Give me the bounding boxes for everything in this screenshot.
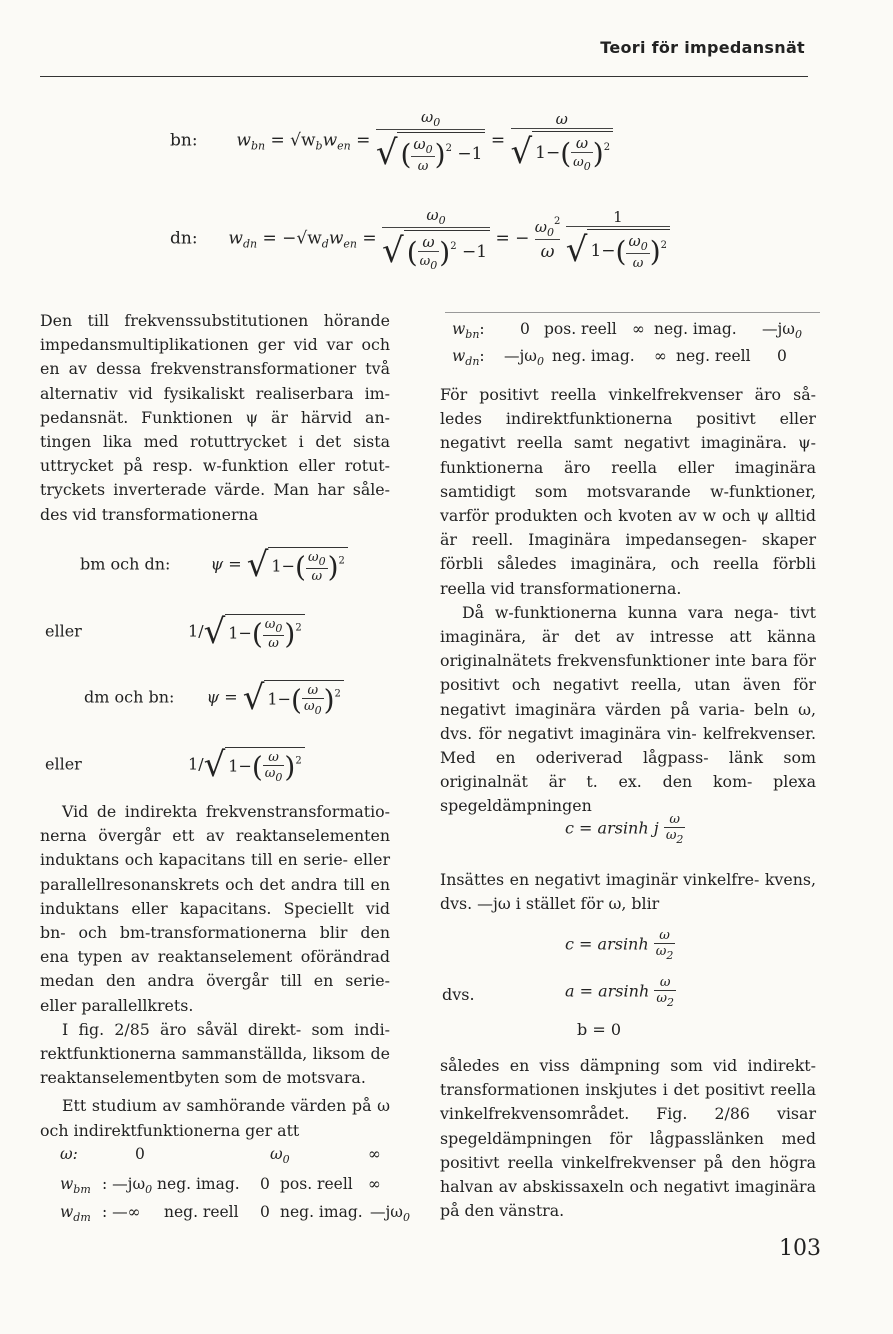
tl-r2-c1: : $—j\omega_0$ neg. imag. bbox=[102, 1175, 240, 1196]
tl-r3-c3: 0 bbox=[260, 1203, 270, 1221]
tl-r1-c3: ∞ bbox=[368, 1145, 381, 1163]
left-para-2: Vid de indirekta frekvenstransformatio- nerna övergår ett av reaktanselementen induktans och kapacitans till en serie- eller parallellresonanskrets och det andra till en induktans eller kapacitans. Speciellt vid bn- och bm-transformationerna blir den ena typen av reaktanselement oförändrad medan den andra övergår till en serie- eller parallellkrets. bbox=[40, 802, 390, 1015]
tr-r1-c2: pos. reell bbox=[544, 320, 617, 338]
header-rule bbox=[40, 76, 808, 77]
formula-dn-frac2: $\frac{\omega_0^2}{\omega}$ bbox=[534, 216, 561, 262]
tl-r1-c1: 0 bbox=[135, 1145, 145, 1163]
formula-bn-label: bn: bbox=[170, 130, 198, 151]
tr-r1-c1: 0 bbox=[520, 320, 530, 338]
left-column-bottom bbox=[40, 800, 390, 1143]
right-para-1: För positivt reella vinkelfrekvenser äro så- ledes indirektfunktionerna positivt eller negativt reella samt negativt imaginära. ψ-funktionerna äro reella eller imaginära samtidigt som motsvarande w-funktioner, varför produkten och kvoten av w och ψ alltid är reell. Imaginära impedansegen- skaper förbli således imaginära, och reella förbli reella vid transformationerna. bbox=[440, 385, 816, 598]
left-para-4: Ett studium av samhörande värden på ω och indirektfunktionerna ger att bbox=[40, 1096, 390, 1140]
tl-r2-c4: ∞ bbox=[368, 1175, 381, 1193]
right-column-top bbox=[440, 383, 816, 819]
left-column-top bbox=[40, 309, 390, 527]
tr-r1-label: $w_{bn}$: bbox=[452, 320, 485, 341]
tl-r3-label: $w_{dm}$ bbox=[60, 1203, 91, 1224]
formula-bn: bn: $w_{bn} = √w_bw_{en}$ = $\omega_0$ √ ( $\frac{\omega_0}{\omega}$ )$^2$ −1 = ω √ 1−( $\frac{\omega}{\omega_0}$ )$^2$ bbox=[170, 108, 613, 174]
eq-dvs-label: dvs. bbox=[442, 985, 475, 1004]
right-para-4: således en viss dämpning som vid indirekt- transformationen inskjutes i det positivt reella vinkelfrekvensområdet. Fig. 2/86 visar spegeldämpningen för lågpasslänken med positivt reella vinkelfrekvenser på den högra halvan av abskissaxeln och negativt imaginära på den vänstra. bbox=[440, 1056, 816, 1221]
tr-r2-c3: ∞ bbox=[654, 347, 667, 365]
tr-r1-c3: ∞ bbox=[632, 320, 645, 338]
psi-dm-bn: dm och bn: ψ = √ 1−( $\frac{\omega}{\omega_0}$ )$^2$ bbox=[84, 678, 344, 718]
formula-dn-frac3: 1 √ 1−( $\frac{\omega_0}{\omega}$ )$^2$ bbox=[566, 208, 670, 271]
running-header: Teori för impedansnät bbox=[600, 38, 805, 57]
right-para-2: Då w-funktionerna kunna vara nega- tivt imaginära, är det av intresse att känna originalnätets frekvensfunktioner inte bara för positivt och negativt reella, utan även för negativt imaginära värden på varia- beln ω, dvs. för negativt imaginära vin- kelfrekvenser. Med en oderiverad lågpass- länk som originalnät är t. ex. den kom- plexa spegeldämpningen bbox=[440, 602, 816, 816]
right-para-3-wrap bbox=[440, 868, 816, 916]
right-top-rule bbox=[445, 312, 820, 313]
eq-a-arsinh: a = arsinh $\frac{\omega}{\omega_2}$ bbox=[565, 975, 674, 1009]
right-para-3: Insättes en negativt imaginär vinkelfre- kvens, dvs. —jω i stället för ω, blir bbox=[440, 870, 816, 914]
tl-r3-c1: : —∞ bbox=[102, 1203, 141, 1221]
psi-bm-dn: bm och dn: ψ = √ 1−( $\frac{\omega_0}{\omega}$ )$^2$ bbox=[80, 545, 348, 585]
tr-r2-c5: 0 bbox=[777, 347, 787, 365]
tl-r3-c5: $—j\omega_0$ bbox=[370, 1203, 410, 1224]
tr-r2-c2: neg. imag. bbox=[552, 347, 635, 365]
tl-r1-c2: $\omega_0$ bbox=[270, 1145, 290, 1166]
tr-r2-label: $w_{dn}$: bbox=[452, 347, 485, 368]
tr-r2-c1: $—j\omega_0$ bbox=[504, 347, 544, 368]
psi-eller-1: eller 1/√ 1−( $\frac{\omega_0}{\omega}$ )$^2$ bbox=[45, 612, 305, 652]
formula-dn-label: dn: bbox=[170, 228, 198, 249]
right-column-bottom bbox=[440, 1054, 816, 1223]
tl-r3-c2: neg. reell bbox=[164, 1203, 239, 1221]
formula-dn-frac1: $\omega_0$ √ ( $\frac{\omega}{\omega_0}$ )$^2$ −1 bbox=[382, 206, 490, 272]
tl-r2-c2: 0 bbox=[260, 1175, 270, 1193]
tr-r1-c4: neg. imag. bbox=[654, 320, 737, 338]
eq-b-zero: b = 0 bbox=[577, 1020, 621, 1039]
tl-r3-c4: neg. imag. bbox=[280, 1203, 363, 1221]
eq-c-arsinh-j: c = arsinh j $\frac{\omega}{\omega_2}$ bbox=[565, 812, 684, 846]
formula-dn: dn: $w_{dn} = -√w_dw_{en}$ = $\omega_0$ √ ( $\frac{\omega}{\omega_0}$ )$^2$ −1 = − $\frac{\omega_0^2}{\omega}$ 1 √ 1−( $\frac{\omega_0}{\omega}$ )$^2$ bbox=[170, 206, 670, 272]
psi-eller-2: eller 1/√ 1−( $\frac{\omega}{\omega_0}$ )$^2$ bbox=[45, 745, 305, 785]
formula-bn-frac1: $\omega_0$ √ ( $\frac{\omega_0}{\omega}$ )$^2$ −1 bbox=[376, 108, 486, 174]
eq-c-arsinh: c = arsinh $\frac{\omega}{\omega_2}$ bbox=[565, 928, 674, 962]
tl-r2-c3: pos. reell bbox=[280, 1175, 353, 1193]
tr-r2-c4: neg. reell bbox=[676, 347, 751, 365]
page-number: 103 bbox=[779, 1236, 821, 1261]
tl-r1-label: ω: bbox=[60, 1145, 78, 1163]
left-para-1: Den till frekvenssubstitutionen hörande impedansmultiplikationen ger vid var och en av dessa frekvenstransformationer två alternativ vid fysikaliskt realiserbara im- pedansnät. Funktionen ψ är härvid an- tingen lika med rotuttrycket i det sista uttrycket på resp. w-funktion eller rotut- tryckets inverterade värde. Man har såle- des vid transformationerna bbox=[40, 311, 390, 524]
tr-r1-c5: $—j\omega_0$ bbox=[762, 320, 802, 341]
formula-bn-frac2: ω √ 1−( $\frac{\omega}{\omega_0}$ )$^2$ bbox=[511, 110, 614, 173]
left-para-3: I fig. 2/85 äro såväl direkt- som indi- rektfunktionerna sammanställda, liksom de reaktanselementbyten som de motsvara. bbox=[40, 1019, 390, 1088]
tl-r2-label: $w_{bm}$ bbox=[60, 1175, 91, 1196]
